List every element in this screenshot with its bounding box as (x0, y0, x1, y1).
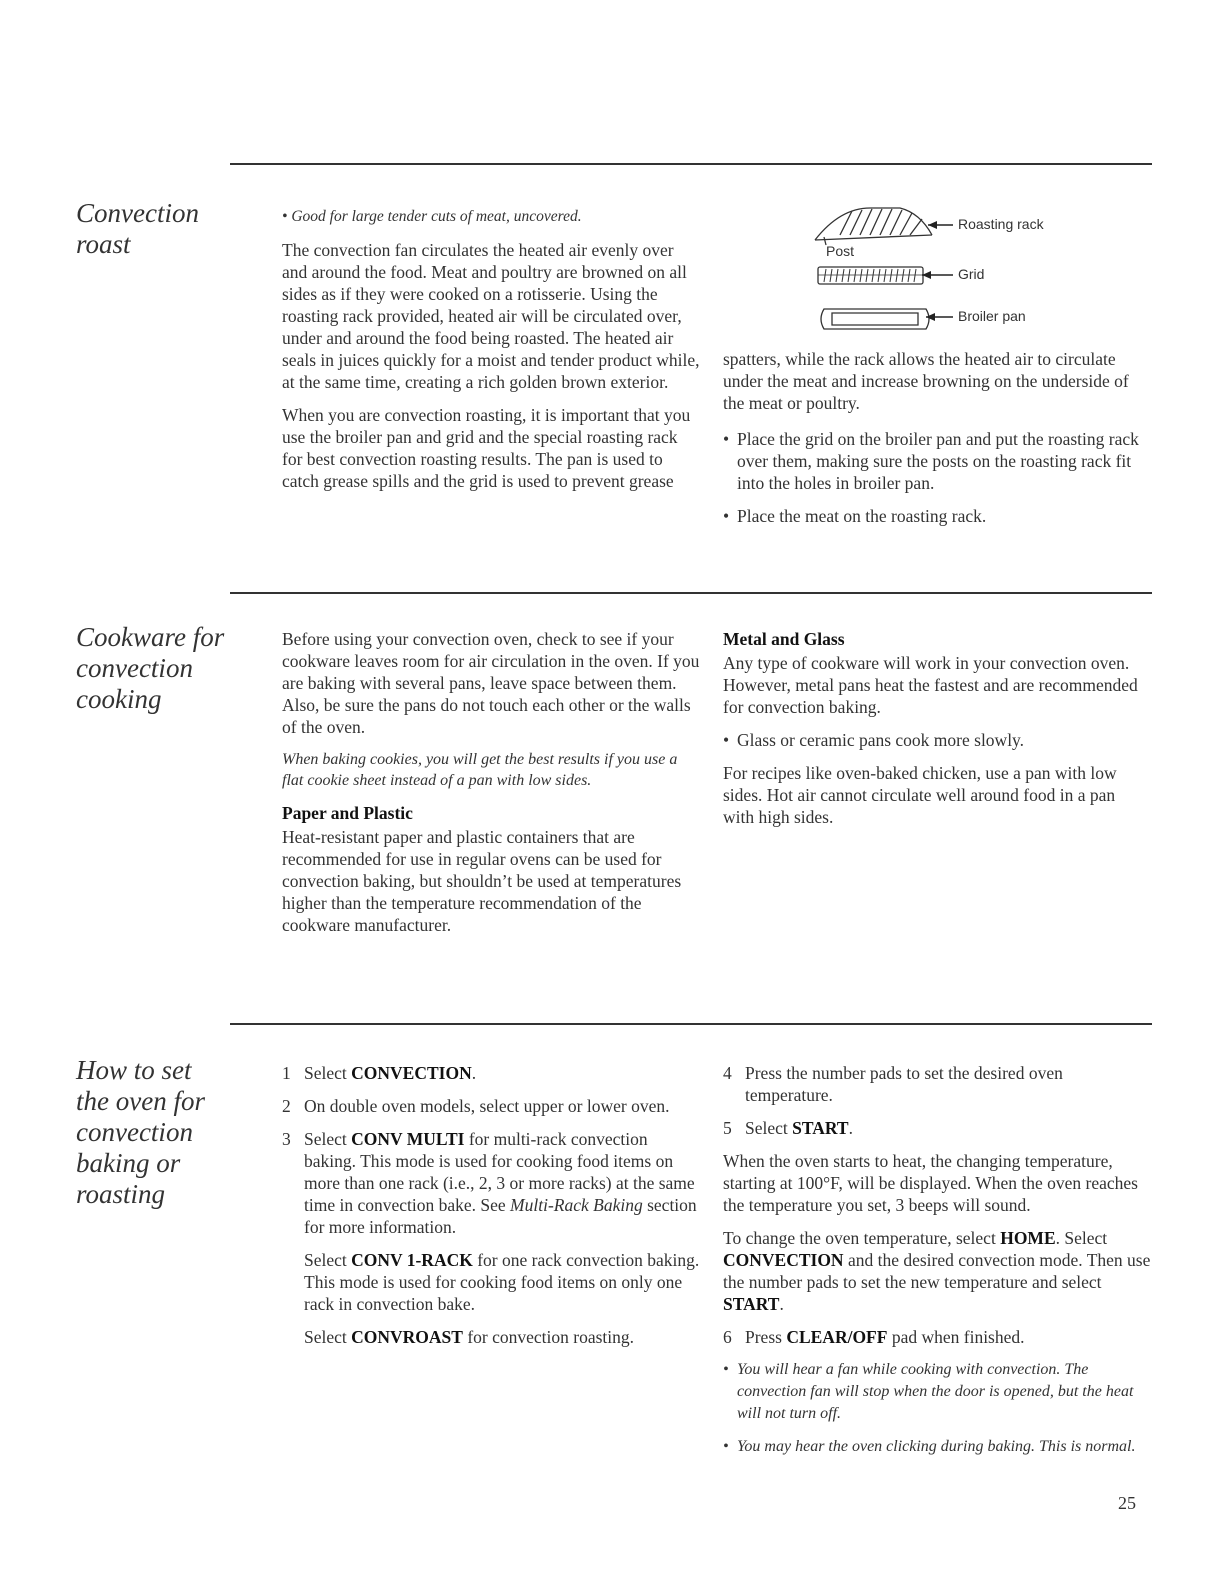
change-temperature-paragraph (723, 1227, 1153, 1315)
keyword-convection: CONVECTION (723, 1250, 844, 1270)
section-divider (230, 163, 1152, 165)
howto-left-column (282, 1062, 702, 1359)
step-text: . (471, 1063, 477, 1083)
section-heading-cookware: Cookware for convection cooking (76, 622, 225, 714)
step-3 (282, 1128, 702, 1238)
step-text: Select (304, 1063, 352, 1083)
section-heading-how-to-set: How to set the oven for convection baking or roasting (76, 1055, 205, 1209)
metal-glass-title: Metal and Glass (723, 629, 845, 649)
paper-plastic-title: Paper and Plastic (282, 803, 413, 823)
arrow-grid (922, 271, 953, 279)
step-keyword: CONV MULTI (351, 1129, 465, 1149)
step-2 (282, 1095, 702, 1117)
step-number: 5 (723, 1118, 732, 1138)
step-number: 1 (282, 1063, 291, 1083)
roast-paragraph-2: When you are convection roasting, it is important that you use the broiler pan and grid and the special roasting rack for best convection roasting results. The pan is used to catch grease spills and the grid is used to prevent grease (282, 405, 691, 491)
cookware-paragraph-1: Before using your convection oven, check to see if your cookware leaves room for air circulation in the oven. If you are baking with several pans, leave space between them. Also, be sure the pans do not touch each other or the walls of the oven. (282, 629, 700, 737)
step-6 (723, 1326, 1153, 1348)
section-heading-convection-roast: Convection roast (76, 198, 199, 259)
step-text: for convection roasting. (462, 1327, 635, 1347)
broiler-pan-shape (821, 309, 929, 329)
step-text: pad when finished. (887, 1327, 1025, 1347)
label-post: Post (826, 243, 855, 259)
metal-glass-paragraph-2: For recipes like oven-baked chicken, use a pan with low sides. Hot air cannot circulate well around food in a pan with high sides. (723, 763, 1117, 827)
keyword-home: HOME (1000, 1228, 1056, 1248)
step-text: Press (745, 1327, 787, 1347)
step-text: for multi-rack convection baking. This mode is used for cooking food items on more than one rack (i.e., 2, 3 or more racks) at the same time in convection bake. See (304, 1129, 695, 1215)
cookware-tip: When baking cookies, you will get the best results if you use a flat cookie sheet instead of a pan with low sides. (282, 751, 678, 789)
paragraph-text: . (779, 1294, 784, 1314)
heat-paragraph: When the oven starts to heat, the changing temperature, starting at 100°F, will be displayed. When the oven reaches the temperature you set, 3 beeps will sound. (723, 1151, 1138, 1215)
howto-note: • You may hear the oven clicking during baking. This is normal. (723, 1436, 1153, 1458)
step-3-convroast (282, 1326, 702, 1348)
paper-plastic-text: Heat-resistant paper and plastic containers that are recommended for use in regular ovens can be used for convection baking, but shouldn’t be used at temperatures higher than the temperature recommendation of the cookware manufacturer. (282, 827, 682, 935)
roasting-rack-shape (815, 208, 932, 245)
arrow-roasting-rack (928, 221, 953, 229)
step-text: for one rack convection baking. This mode is used for cooking food items on only one rack in convection bake. (304, 1250, 700, 1314)
step-4 (723, 1062, 1153, 1106)
step-text: Select (745, 1118, 793, 1138)
label-roasting-rack: Roasting rack (958, 216, 1044, 232)
section-divider (230, 592, 1152, 594)
roast-tip: • Good for large tender cuts of meat, uncovered. (282, 208, 582, 225)
metal-glass-text: Any type of cookware will work in your convection oven. However, metal pans heat the fastest and are recommended for convection baking. (723, 653, 1138, 717)
step-keyword: CLEAR/OFF (786, 1327, 888, 1347)
step-text: Select (304, 1250, 352, 1270)
step-text: section for more information. (304, 1195, 697, 1237)
page-number: 25 (1118, 1493, 1136, 1513)
step-1 (282, 1062, 702, 1084)
roast-bullet: • Place the grid on the broiler pan and put the roasting rack over them, making sure the posts on the roasting rack fit into the holes in broiler pan. (723, 428, 1148, 494)
roast-paragraph-3: spatters, while the rack allows the heated air to circulate under the meat and increase browning on the underside of the meat or poultry. (723, 349, 1129, 413)
howto-right-column (723, 1062, 1153, 1469)
label-broiler-pan: Broiler pan (958, 308, 1026, 324)
step-text: Select (304, 1327, 352, 1347)
step-keyword: CONV 1-RACK (351, 1250, 473, 1270)
roast-left-column (282, 206, 702, 503)
cookware-right-column (723, 628, 1148, 839)
howto-note: • You will hear a fan while cooking with convection. The convection fan will stop when the door is opened, but the heat will not turn off. (723, 1359, 1153, 1425)
cookware-left-column (282, 628, 702, 947)
label-grid: Grid (958, 266, 985, 282)
roast-bullet: • Place the meat on the roasting rack. (723, 505, 1148, 527)
step-keyword: START (792, 1118, 849, 1138)
grid-shape (818, 267, 923, 284)
roasting-rack-diagram (810, 205, 1140, 345)
step-number: 3 (282, 1129, 291, 1149)
step-reference: Multi-Rack Baking (510, 1195, 643, 1215)
step-text: Select (304, 1129, 352, 1149)
roast-tip-text: Good for large tender cuts of meat, uncovered. (291, 208, 582, 225)
step-number: 6 (723, 1327, 732, 1347)
keyword-start: START (723, 1294, 780, 1314)
paragraph-text: . Select (1055, 1228, 1108, 1248)
step-text: On double oven models, select upper or lower oven. (304, 1096, 670, 1116)
paragraph-text: and the desired convection mode. Then use the number pads to set the new temperature and select (723, 1250, 1151, 1292)
roast-right-column (723, 348, 1148, 538)
roast-paragraph-1: The convection fan circulates the heated air evenly over and around the food. Meat and poultry are browned on all sides as if they were cooked on a rotisserie. Using the roasting rack provided, heated air will be circulated over, under and around the food being roasted. The heated air seals in juices quickly for a moist and tender product while, at the same time, creating a rich golden brown exterior. (282, 240, 700, 392)
step-keyword: CONVROAST (351, 1327, 463, 1347)
step-keyword: CONVECTION (351, 1063, 472, 1083)
section-divider (230, 1023, 1152, 1025)
step-5 (723, 1117, 1153, 1139)
step-number: 2 (282, 1096, 291, 1116)
paragraph-text: To change the oven temperature, select (723, 1228, 1001, 1248)
step-3-conv-1-rack (282, 1249, 702, 1315)
arrow-broiler-pan (926, 313, 953, 321)
step-text: . (848, 1118, 853, 1138)
step-text: Press the number pads to set the desired oven temperature. (745, 1063, 1063, 1105)
step-number: 4 (723, 1063, 732, 1083)
metal-glass-bullet: • Glass or ceramic pans cook more slowly. (723, 729, 1148, 751)
